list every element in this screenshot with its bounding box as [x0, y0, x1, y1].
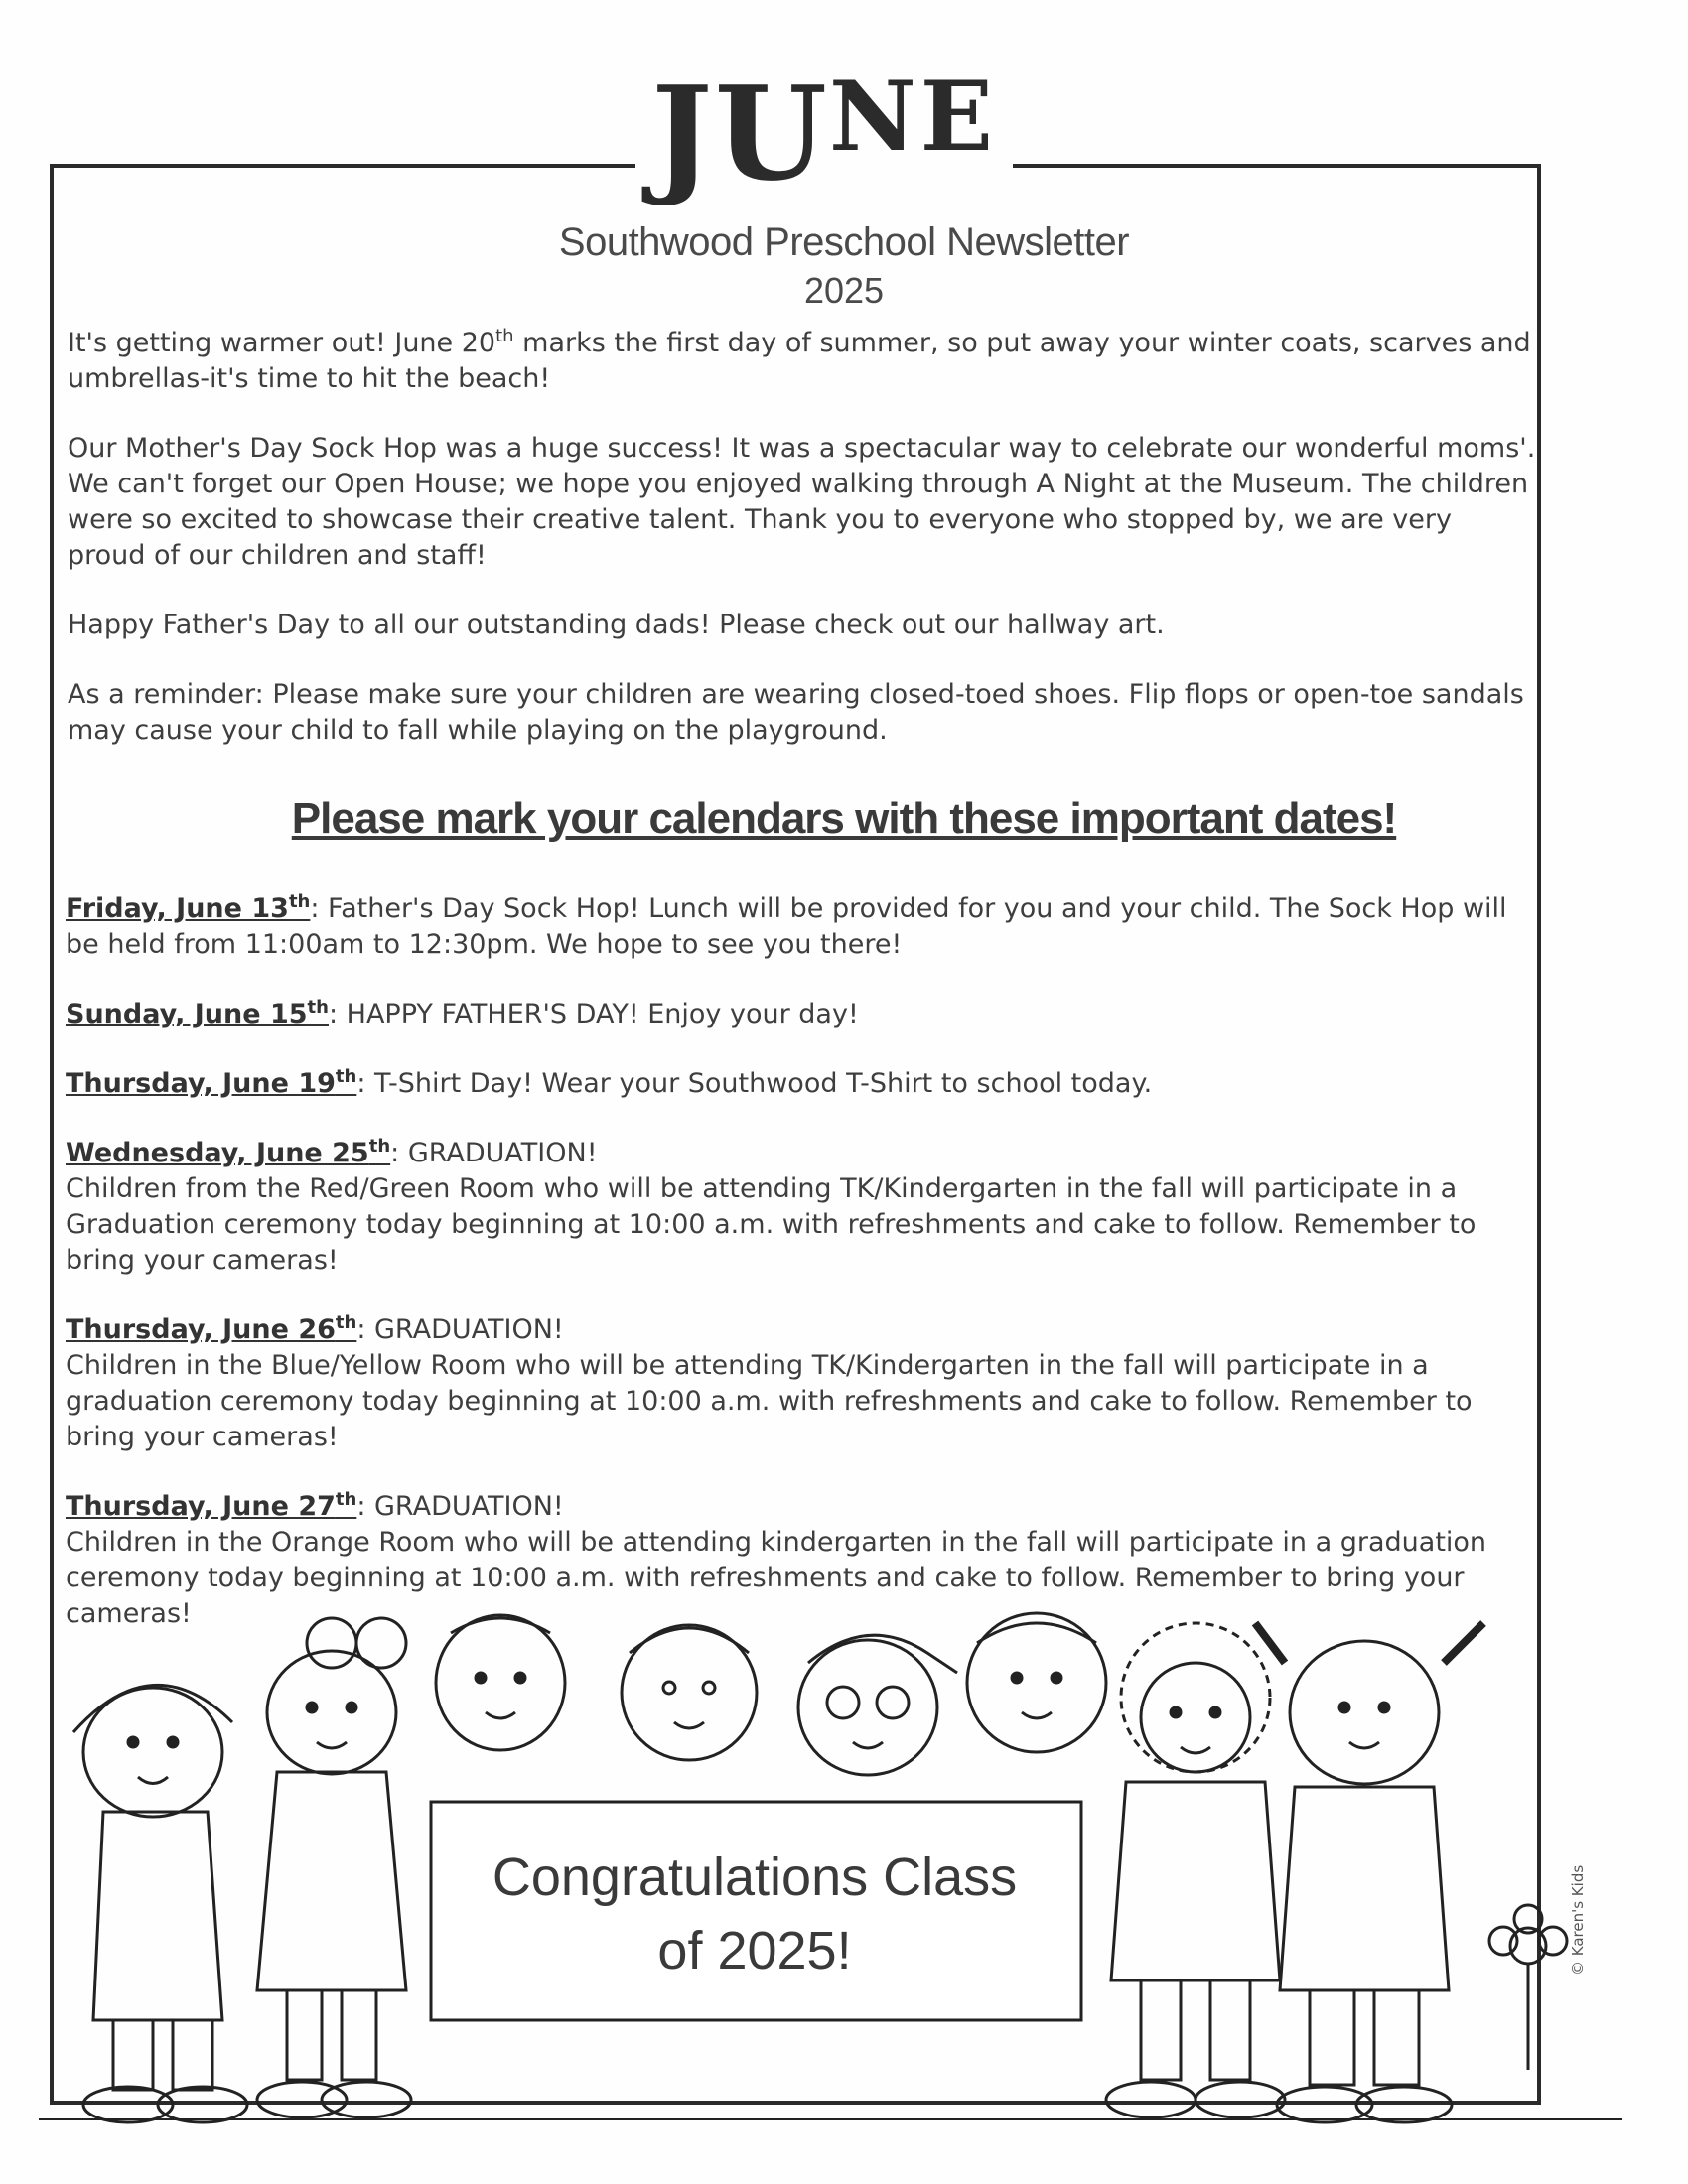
- event-date: [66, 1068, 356, 1099]
- sign-line-2: of 2025!: [657, 1920, 852, 1980]
- event-date-text: Thursday, June 19: [66, 1068, 336, 1099]
- event-headline: : GRADUATION!: [356, 1491, 564, 1522]
- event-date-text: Thursday, June 27: [66, 1491, 336, 1522]
- intro-p1-end: marks the first day of summer, so put away your winter coats, scarves and umbrellas-it's time to hit the beach!: [68, 328, 1531, 394]
- newsletter-title: Southwood Preschool Newsletter: [558, 220, 1130, 264]
- event-date-sup: th: [335, 1489, 357, 1510]
- event-headline: : GRADUATION!: [390, 1138, 598, 1168]
- month-letter-j: J: [651, 58, 715, 209]
- event-date-sup: th: [307, 997, 329, 1018]
- event-detail: Children in the Blue/Yellow Room who will be attending TK/Kindergarten in the fall will participate in a graduation ceremony today beginning at 10:00 a.m. with refreshments and cake to follow. Remember to bring your cameras!: [66, 1350, 1473, 1452]
- event-item: [66, 997, 1545, 1032]
- event-date: [66, 1138, 390, 1168]
- event-date-text: Friday, June 13: [66, 893, 289, 924]
- intro-paragraph-1: [68, 326, 1537, 397]
- child-figure: [1255, 1623, 1483, 2122]
- event-item: [66, 891, 1545, 963]
- child-figure: [257, 1618, 411, 2117]
- child-figure: [967, 1613, 1106, 1752]
- event-item: [66, 1312, 1545, 1455]
- event-date: [66, 999, 329, 1029]
- event-headline: : T-Shirt Day! Wear your Southwood T-Shirt to school today.: [356, 1068, 1153, 1099]
- events-list: [66, 891, 1545, 1666]
- event-date-sup: th: [335, 1312, 357, 1333]
- event-item: [66, 1136, 1545, 1279]
- child-figure: [622, 1625, 757, 1760]
- event-item: [66, 1066, 1545, 1102]
- sign-line-1: Congratulations Class: [492, 1846, 1018, 1907]
- event-detail: Children in the Orange Room who will be attending kindergarten in the fall will participate in a graduation ceremony today beginning at 10:00 a.m. with refreshments and cake to follow. Remember to bring your cameras!: [66, 1527, 1487, 1629]
- event-headline: : Father's Day Sock Hop! Lunch will be provided for you and your child. The Sock Hop will be held from 11:00am to 12:30pm. We hope to see you there!: [66, 893, 1507, 960]
- event-headline: : HAPPY FATHER'S DAY! Enjoy your day!: [328, 999, 859, 1029]
- child-figure: [1106, 1623, 1285, 2117]
- flower-icon: [1489, 1905, 1567, 2070]
- calendar-heading: Please mark your calendars with these important dates!: [291, 794, 1397, 843]
- artist-credit: © Karen's Kids: [1569, 1864, 1587, 1976]
- intro-p1-start: It's getting warmer out! June 20: [68, 328, 496, 358]
- intro-paragraph-2: Our Mother's Day Sock Hop was a huge success! It was a spectacular way to celebrate our wonderful moms'. We can't forget our Open House; we hope you enjoyed walking through A Night at the Museum. The children were so excited to showcase their creative talent. Thank you to everyone who stopped by, we are very proud of our children and staff!: [68, 433, 1536, 571]
- event-detail: Children from the Red/Green Room who will be attending TK/Kindergarten in the fall will participate in a Graduation ceremony today beginning at 10:00 a.m. with refreshments and cake to follow. Remember to bring your cameras!: [66, 1173, 1477, 1276]
- child-figure: [73, 1685, 247, 2122]
- event-date: [66, 1314, 356, 1345]
- month-letter-u: U: [714, 58, 829, 209]
- child-figure: [436, 1615, 565, 1750]
- month-masthead: [635, 58, 1013, 218]
- intro-p1-sup: th: [495, 326, 514, 346]
- congratulations-text: [432, 1807, 1077, 2020]
- event-date: [66, 1491, 356, 1522]
- intro-paragraph-4: As a reminder: Please make sure your children are wearing closed-toed shoes. Flip flops or open-toe sandals may cause your child to fall while playing on the playground.: [68, 679, 1524, 746]
- event-date-text: Thursday, June 26: [66, 1314, 336, 1345]
- month-letters-rest: NE: [828, 61, 997, 173]
- newsletter-year: 2025: [803, 270, 885, 311]
- event-date-text: Sunday, June 15: [66, 999, 308, 1029]
- congratulations-text-lines: [492, 1841, 1017, 1987]
- child-figure: [798, 1635, 957, 1775]
- event-date-text: Wednesday, June 25: [66, 1138, 369, 1168]
- intro-section: [68, 326, 1537, 782]
- event-date: [66, 893, 310, 924]
- event-date-sup: th: [335, 1066, 357, 1087]
- event-date-sup: th: [288, 891, 311, 912]
- event-date-sup: th: [368, 1136, 391, 1157]
- intro-paragraph-3: Happy Father's Day to all our outstanding dads! Please check out our hallway art.: [68, 610, 1165, 640]
- event-headline: : GRADUATION!: [356, 1314, 564, 1345]
